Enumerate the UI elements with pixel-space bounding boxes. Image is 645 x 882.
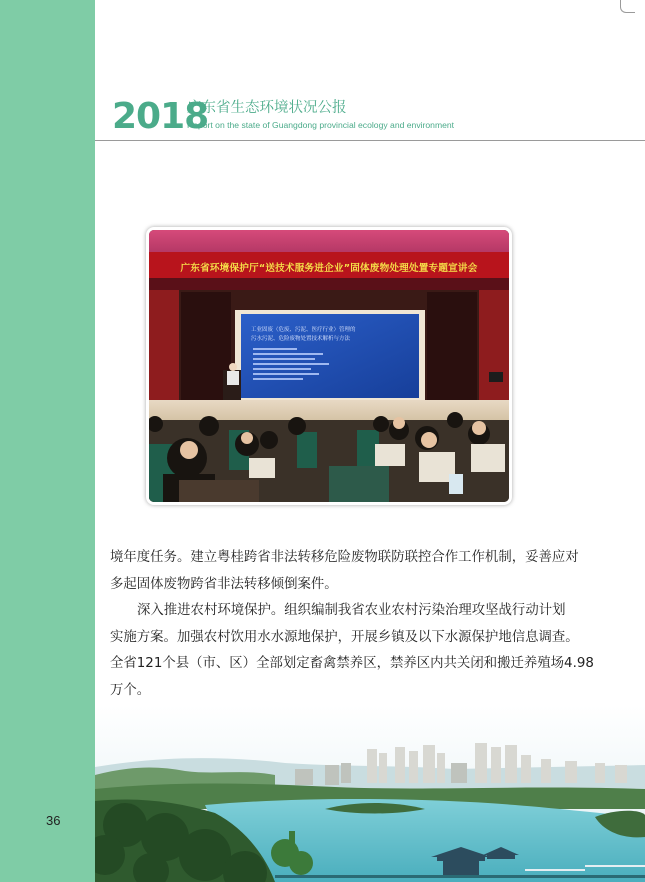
lake-landscape-scene (95, 705, 645, 882)
header-divider (95, 140, 645, 141)
body-text (110, 545, 594, 704)
banner-text: 广东省环境保护厅“送技术服务进企业”固体废物处理处置专题宣讲会 (180, 263, 478, 274)
body-line: 多起固体废物跨省非法转移倾倒案件。 (110, 576, 338, 592)
corner-crop-mark (620, 0, 635, 13)
header-title-cn: 广东省生态环境状况公报 (187, 100, 347, 116)
header-title-en: Report on the state of Guangdong provincial ecology and environment (187, 120, 455, 130)
screen-line-1: 工业固废（危废、污泥、医疗行业）管理的 (251, 327, 356, 333)
lake-landscape-image (95, 705, 645, 882)
side-color-band (0, 0, 95, 882)
body-line: 境年度任务。建立粤桂跨省非法转移危险废物联防联控合作工作机制，妥善应对 (110, 550, 579, 565)
body-line: 全省121个县（市、区）全部划定畜禽禁养区，禁养区内共关闭和搬迁养殖场4.98 (110, 656, 594, 671)
seminar-photo (146, 227, 512, 505)
body-line: 实施方案。加强农村饮用水水源地保护，开展乡镇及以下水源保护地信息调查。 (110, 629, 579, 645)
header-year: 2018 (112, 96, 209, 137)
screen-line-2: 污水污泥、危险废物处置技术解析与方法 (251, 336, 351, 342)
body-line: 深入推进农村环境保护。组织编制我省农业农村污染治理攻坚战行动计划 (137, 603, 566, 618)
body-line: 万个。 (110, 682, 151, 698)
page-number: 36 (46, 813, 61, 828)
